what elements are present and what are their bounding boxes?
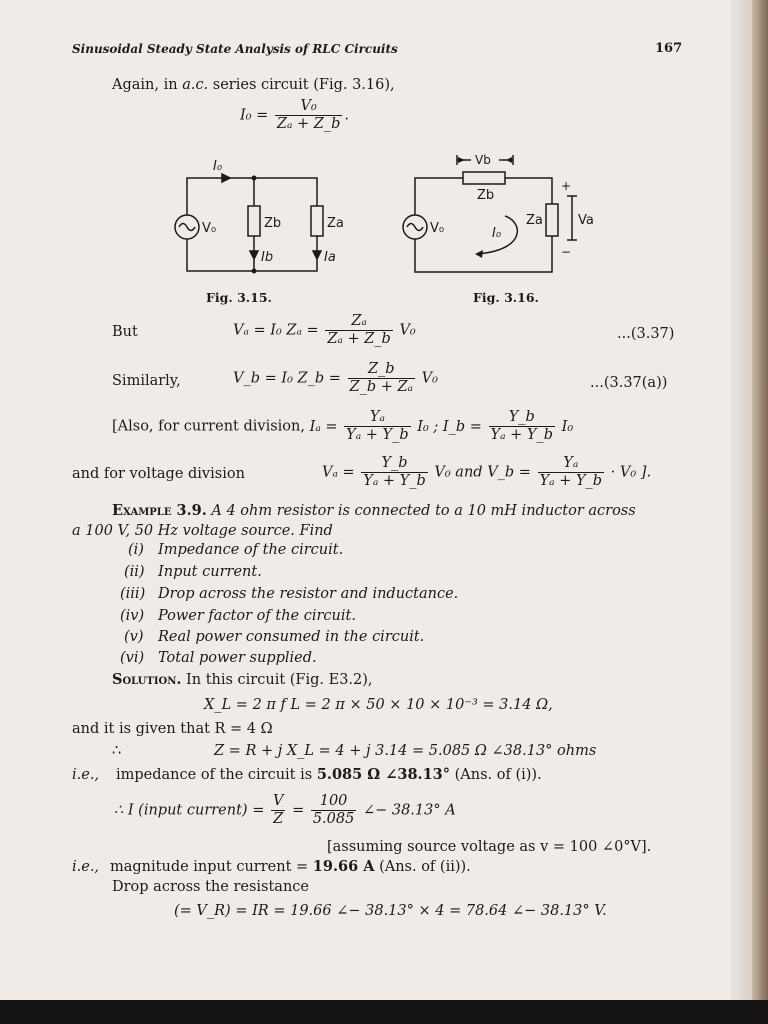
equation-input-current: ∴ I (input current) = $\frac{V}{Z}$ = $\frac{100}{5.085}$ ∠− 38.13° A xyxy=(114,793,456,827)
current-division-line: [Also, for current division, Iₐ = $\frac{\text{Yₐ}}{\text{Yₐ + Y\_b}}$ I₀ ; I_b = $\frac{Y\_b}{\text{Yₐ + Y\_b}}$ I₀ xyxy=(112,409,574,443)
equation-3-37a: V_b = I₀ Z_b = $\frac{Z\_b}{\text{Z\_b + Zₐ}}$ V₀ xyxy=(233,361,438,395)
example-line2: a 100 V, 50 Hz voltage source. Find xyxy=(72,523,333,539)
background-surface xyxy=(0,1000,768,1024)
fig15-label-ia: Ia xyxy=(324,250,336,265)
assumption-note: [assuming source voltage as v = 100 ∠0°V]. xyxy=(327,839,652,855)
example-item-vi: (vi) Total power supplied. xyxy=(120,650,317,666)
drop-resistance-line: Drop across the resistance xyxy=(112,879,309,895)
therefore-symbol: ∴ xyxy=(112,743,122,759)
fig16-caption: Fig. 3.16. xyxy=(473,290,539,305)
page-number: 167 xyxy=(655,41,683,56)
fig16-label-minus: − xyxy=(561,245,572,259)
fig16-label-io: I₀ xyxy=(492,226,502,241)
running-header: Sinusoidal Steady State Analysis of RLC Circuits xyxy=(72,42,398,56)
book-binding-edge xyxy=(752,0,768,1024)
fig16-label-va: Va xyxy=(578,213,594,228)
figure-3-16-circuit xyxy=(395,152,600,284)
given-resistance: and it is given that R = 4 Ω xyxy=(72,721,273,737)
voltage-division-label: and for voltage division xyxy=(72,466,245,482)
fig15-label-ib: Ib xyxy=(261,250,274,265)
fig15-caption: Fig. 3.15. xyxy=(206,290,272,305)
fig16-label-vo: V₀ xyxy=(430,221,445,236)
example-item-iv: (iv) Power factor of the circuit. xyxy=(120,608,356,624)
fig15-label-vo: V₀ xyxy=(202,221,217,236)
fig16-label-plus: + xyxy=(561,179,572,193)
ie-line-1: i.e., impedance of the circuit is 5.085 Ω ∠38.13° (Ans. of (i)). xyxy=(72,766,542,783)
example-item-ii: (ii) Input current. xyxy=(124,564,262,580)
eq337-word: But xyxy=(112,324,138,340)
equation-z: Z = R + j X_L = 4 + j 3.14 = 5.085 Ω ∠38.13° ohms xyxy=(214,743,597,759)
equation-xl: X_L = 2 π f L = 2 π × 50 × 10 × 10⁻³ = 3.14 Ω, xyxy=(204,697,553,713)
fig16-label-zb: Zb xyxy=(477,188,495,203)
figure-3-15-circuit xyxy=(165,158,365,283)
eq337a-word: Similarly, xyxy=(112,373,181,389)
example-item-i: (i) Impedance of the circuit. xyxy=(128,542,344,558)
example-item-v: (v) Real power consumed in the circuit. xyxy=(124,629,425,645)
fig16-label-za: Za xyxy=(526,213,543,228)
equation-i0: I₀ = $\frac{\text{V₀}}{\text{Zₐ + Z\_b}}$ . xyxy=(240,98,350,132)
fraction-i0: $\frac{\text{V₀}}{\text{Zₐ + Z\_b}}$ xyxy=(276,98,341,132)
eq337-number: ...(3.37) xyxy=(617,326,675,342)
fig16-label-vb: Vb xyxy=(475,153,491,167)
equation-3-37: Vₐ = I₀ Zₐ = $\frac{\text{Zₐ}}{\text{Zₐ + Z\_b}}$ V₀ xyxy=(233,313,416,347)
ie-line-2: i.e., magnitude input current = 19.66 A (Ans. of (ii)). xyxy=(72,858,471,875)
fig15-label-za: Za xyxy=(327,216,344,231)
solution-heading: Solution. In this circuit (Fig. E3.2), xyxy=(112,671,373,688)
intro-line: Again, in a.c. series circuit (Fig. 3.16), xyxy=(112,77,395,93)
page-edge-shadow xyxy=(730,0,752,1000)
equation-vr: (= V_R) = IR = 19.66 ∠− 38.13° × 4 = 78.64 ∠− 38.13° V. xyxy=(174,903,607,919)
example-item-iii: (iii) Drop across the resistor and inductance. xyxy=(120,586,459,602)
eq337a-number: ...(3.37(a)) xyxy=(590,375,668,391)
voltage-division-equations: Vₐ = $\frac{Y\_b}{\text{Yₐ + Y\_b}}$ V₀ and V_b = $\frac{\text{Yₐ}}{\text{Yₐ + Y\_b}}$ · V₀ ]. xyxy=(322,455,652,489)
example-heading: Example 3.9. A 4 ohm resistor is connected to a 10 mH inductor across xyxy=(112,502,636,519)
fig15-label-zb: Zb xyxy=(264,216,282,231)
fig15-label-io: I₀ xyxy=(213,159,223,174)
